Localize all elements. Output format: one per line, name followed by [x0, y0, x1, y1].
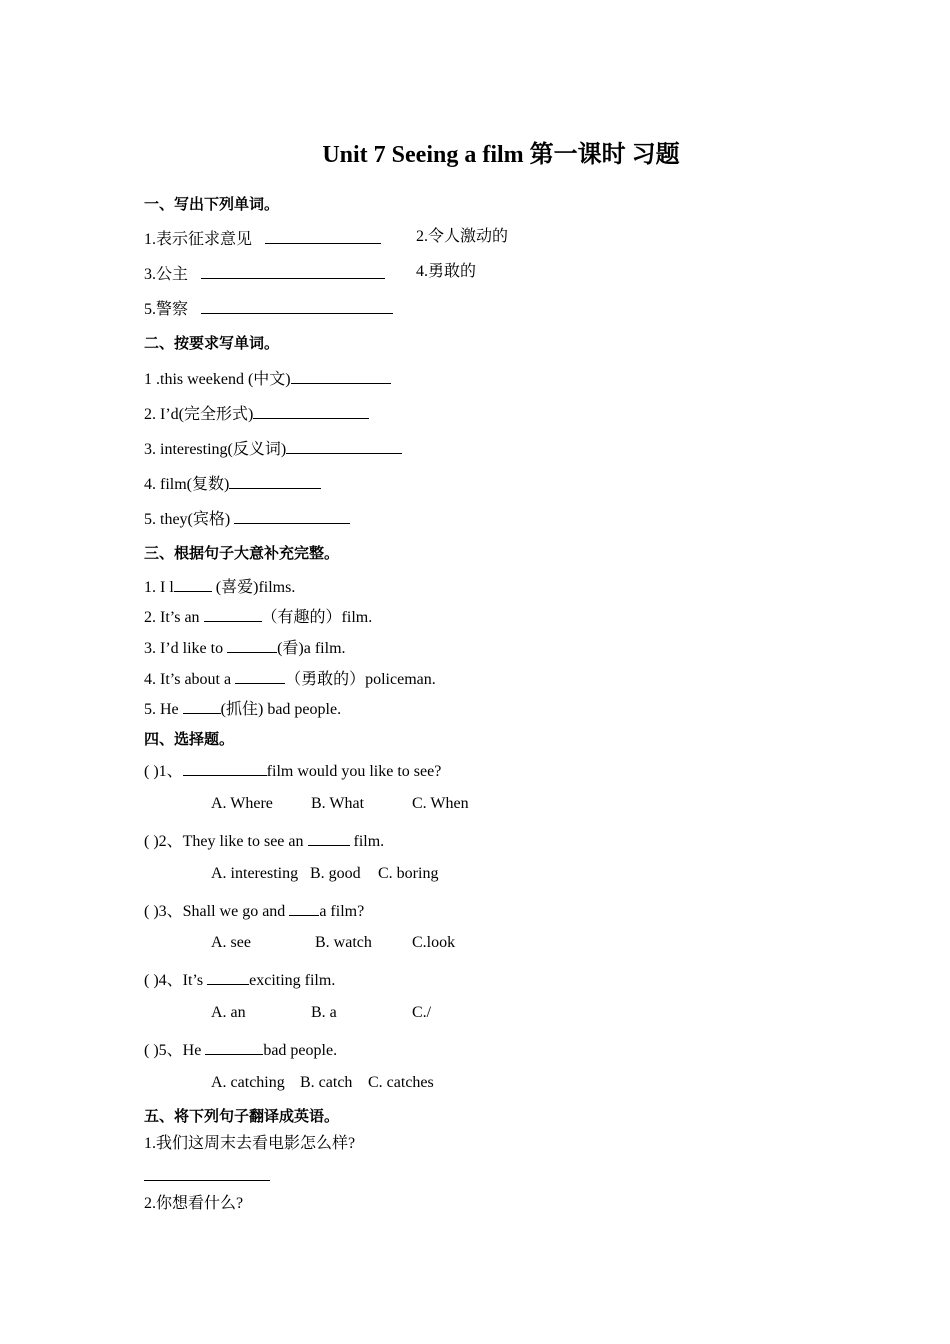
section-5-heading: 五、将下列句子翻译成英语。: [144, 1107, 340, 1125]
s2-item-3: [144, 437, 402, 460]
s3-item-2-post: （有趣的）film.: [261, 609, 373, 626]
s3-item-1-pre: 1. I l: [144, 579, 174, 596]
s3-item-2-blank[interactable]: [204, 605, 262, 622]
s3-item-3-pre: 3. I’d like to: [144, 640, 228, 657]
s1-item-4: 4.勇敢的: [416, 263, 477, 280]
s3-item-1-post: (喜爱)films.: [211, 579, 296, 596]
s1-item-5: [144, 297, 393, 320]
section-1-heading: 一、写出下列单词。: [144, 195, 280, 213]
s4-question-5: [144, 1038, 337, 1061]
s1-item-1: [144, 227, 381, 250]
s1-item-3-text: 3.公主: [144, 266, 189, 283]
s2-item-2: [144, 402, 369, 425]
s4-q5-option-c[interactable]: C. catches: [368, 1074, 434, 1091]
s4-q1-blank[interactable]: [183, 759, 267, 776]
s2-item-4-text: 4. film(复数): [144, 476, 230, 493]
s4-q2-option-c[interactable]: C. boring: [378, 865, 439, 882]
s4-q5-blank[interactable]: [205, 1038, 263, 1055]
s2-item-3-blank[interactable]: [286, 437, 402, 454]
s2-item-3-text: 3. interesting(反义词): [144, 441, 287, 458]
s2-item-1: [144, 367, 391, 390]
s3-item-4: [144, 667, 436, 690]
s4-q1-pre: ( )1、: [144, 763, 183, 780]
s4-q4-blank[interactable]: [207, 968, 249, 985]
s4-q3-post: a film?: [319, 903, 365, 920]
section-3-heading: 三、根据句子大意补充完整。: [144, 544, 340, 562]
s4-q5-option-a[interactable]: A. catching: [211, 1074, 285, 1091]
s4-q1-option-c[interactable]: C. When: [412, 795, 469, 812]
s1-item-2: 2.令人激动的: [416, 228, 509, 245]
s3-item-5-blank[interactable]: [183, 697, 221, 714]
s4-q2-post: film.: [349, 833, 385, 850]
s4-question-4: [144, 968, 335, 991]
s3-item-1-blank[interactable]: [174, 575, 212, 592]
s4-q4-pre: ( )4、It’s: [144, 972, 208, 989]
s3-item-4-blank[interactable]: [235, 667, 285, 684]
s4-q2-blank[interactable]: [308, 829, 350, 846]
s5-item-1: 1.我们这周末去看电影怎么样?: [144, 1135, 356, 1152]
s4-question-1: [144, 759, 441, 782]
s3-item-4-post: （勇敢的）policeman.: [285, 671, 436, 688]
s2-item-1-blank[interactable]: [291, 367, 391, 384]
s4-q2-option-a[interactable]: A. interesting: [211, 865, 299, 882]
s2-item-5-text: 5. they(宾格): [144, 511, 231, 528]
s5-item-1-answer-line[interactable]: [144, 1164, 270, 1181]
s1-item-3: [144, 262, 385, 285]
s4-q2-option-b[interactable]: B. good: [310, 865, 361, 882]
s1-item-1-text: 1.表示征求意见: [144, 231, 253, 248]
s2-item-5-blank[interactable]: [234, 507, 350, 524]
s4-q1-post: film would you like to see?: [266, 763, 442, 780]
s4-question-2: [144, 829, 384, 852]
s1-item-1-blank[interactable]: [265, 227, 381, 244]
s1-item-5-text: 5.警察: [144, 301, 189, 318]
s2-item-5: [144, 507, 350, 530]
s3-item-4-pre: 4. It’s about a: [144, 671, 236, 688]
s2-item-2-text: 2. I’d(完全形式): [144, 406, 254, 423]
s4-q5-option-b[interactable]: B. catch: [300, 1074, 353, 1091]
section-2-heading: 二、按要求写单词。: [144, 334, 280, 352]
s4-q3-option-c[interactable]: C.look: [412, 934, 456, 951]
s4-q1-option-b[interactable]: B. What: [311, 795, 365, 812]
s4-question-3: [144, 899, 364, 922]
s3-item-3-post: (看)a film.: [277, 640, 346, 657]
s4-q3-option-b[interactable]: B. watch: [315, 934, 372, 951]
page-title: Unit 7 Seeing a film 第一课时 习题: [322, 142, 680, 168]
s4-q3-pre: ( )3、Shall we go and: [144, 903, 290, 920]
s2-item-4: [144, 472, 321, 495]
s4-q5-post: bad people.: [263, 1042, 338, 1059]
s4-q4-post: exciting film.: [249, 972, 336, 989]
s3-item-1: [144, 575, 295, 598]
s4-q5-pre: ( )5、He: [144, 1042, 206, 1059]
s1-item-5-blank[interactable]: [201, 297, 393, 314]
s4-q2-pre: ( )2、They like to see an: [144, 833, 308, 850]
s3-item-3: [144, 636, 346, 659]
s4-q4-option-a[interactable]: A. an: [211, 1004, 246, 1021]
s5-item-2: 2.你想看什么?: [144, 1195, 244, 1212]
s4-q4-option-c[interactable]: C./: [412, 1004, 432, 1021]
s2-item-2-blank[interactable]: [253, 402, 369, 419]
s3-item-2: [144, 605, 372, 628]
s2-item-4-blank[interactable]: [229, 472, 321, 489]
s3-item-5-pre: 5. He: [144, 701, 183, 718]
s1-item-3-blank[interactable]: [201, 262, 385, 279]
s4-q3-option-a[interactable]: A. see: [211, 934, 251, 951]
s3-item-5: [144, 697, 341, 720]
s3-item-5-post: (抓住) bad people.: [220, 701, 342, 718]
s4-q4-option-b[interactable]: B. a: [311, 1004, 337, 1021]
s4-q1-option-a[interactable]: A. Where: [211, 795, 273, 812]
s4-q3-blank[interactable]: [289, 899, 319, 916]
section-4-heading: 四、选择题。: [144, 730, 235, 748]
s3-item-3-blank[interactable]: [227, 636, 277, 653]
s3-item-2-pre: 2. It’s an: [144, 609, 204, 626]
s2-item-1-text: 1 .this weekend (中文): [144, 371, 291, 388]
